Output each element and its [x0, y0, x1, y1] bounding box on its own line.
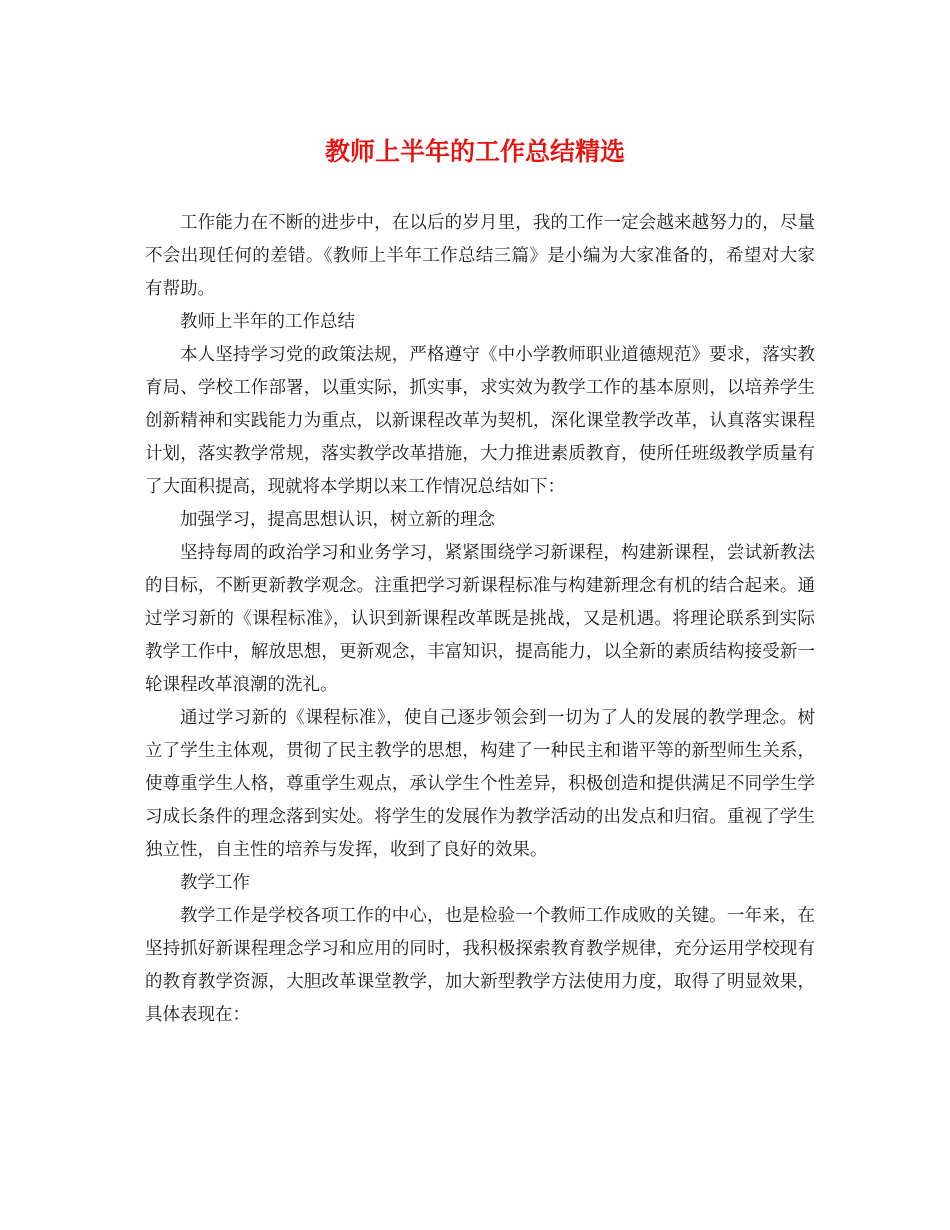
section-heading: 加强学习，提高思想认识，树立新的理念 [180, 510, 495, 530]
body-paragraph: 坚持每周的政治学习和业务学习，紧紧围绕学习新课程，构建新课程，尝试新教法的目标，不断更新教学观念。注重把学习新课程标准与构建新理念有机的结合起来。通过学习新的《课程标准》，认识到新课程改革既是挑战，又是机遇。将理论联系到实际教学工作中，解放思想，更新观念，丰富知识，提高能力，以全新的素质结构接受新一轮课程改革浪潮的洗礼。 [145, 543, 815, 695]
body-paragraph: 教学工作是学校各项工作的中心，也是检验一个教师工作成败的关键。一年来，在坚持抓好新课程理念学习和应用的同时，我积极探索教育教学规律，充分运用学校现有的教育教学资源，大胆改革课堂教学，加大新型教学方法使用力度，取得了明显效果，具体表现在： [145, 906, 815, 1025]
document-body [145, 207, 815, 1032]
body-paragraph: 通过学习新的《课程标准》，使自己逐步领会到一切为了人的发展的教学理念。树立了学生主体观，贯彻了民主教学的思想，构建了一种民主和谐平等的新型师生关系，使尊重学生人格，尊重学生观点，承认学生个性差异，积极创造和提供满足不同学生学习成长条件的理念落到实处。将学生的发展作为教学活动的出发点和归宿。重视了学生独立性，自主性的培养与发挥，收到了良好的效果。 [145, 708, 815, 860]
section-heading: 教师上半年的工作总结 [180, 312, 355, 332]
section-heading: 教学工作 [180, 873, 250, 893]
intro-paragraph: 工作能力在不断的进步中，在以后的岁月里，我的工作一定会越来越努力的，尽量不会出现任何的差错。《教师上半年工作总结三篇》是小编为大家准备的，希望对大家有帮助。 [145, 213, 815, 299]
document-title: 教师上半年的工作总结精选 [324, 137, 625, 166]
body-paragraph: 本人坚持学习党的政策法规，严格遵守《中小学教师职业道德规范》要求，落实教育局、学校工作部署，以重实际，抓实事，求实效为教学工作的基本原则，以培养学生创新精神和实践能力为重点，以新课程改革为契机，深化课堂教学改革，认真落实课程计划，落实教学常规，落实教学改革措施，大力推进素质教育，使所任班级教学质量有了大面积提高，现就将本学期以来工作情况总结如下： [145, 345, 815, 497]
